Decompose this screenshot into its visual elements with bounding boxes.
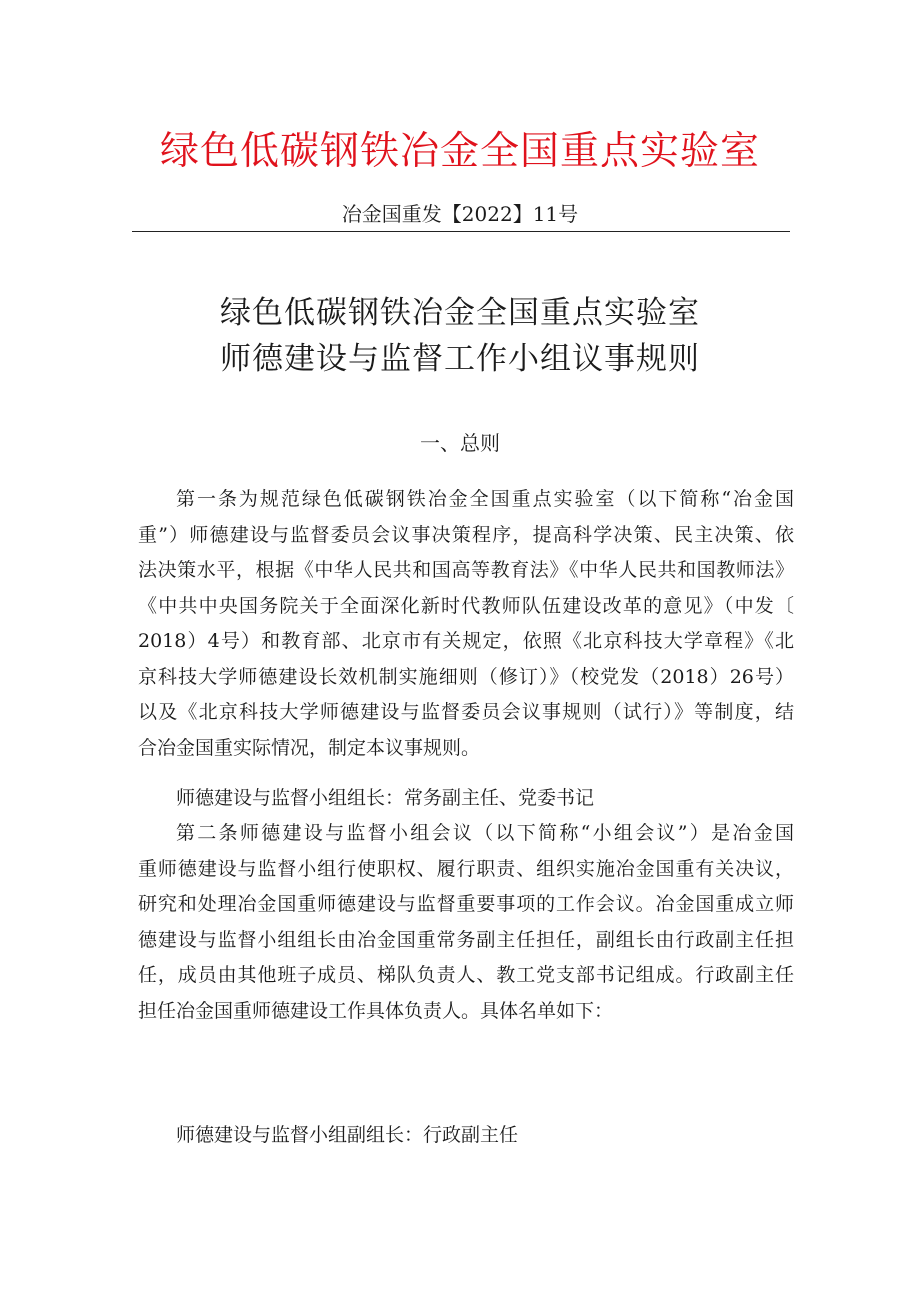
article-1-paragraph (138, 482, 794, 766)
paragraph-line: 合冶金国重实际情况，制定本议事规则。 (138, 736, 481, 759)
header-divider (132, 231, 790, 232)
document-title-line2: 师德建设与监督工作小组议事规则 (220, 341, 700, 377)
document-number: 冶金国重发【2022】11号 (341, 202, 579, 226)
section-heading: 一、总则 (420, 431, 500, 455)
document-title (0, 290, 920, 382)
group-leader-line: 师德建设与监督小组组长：常务副主任、党委书记 (176, 787, 595, 809)
paragraph-line: 重师德建设与监督小组行使职权、履行职责、组织实施冶金国重有关决议， (138, 857, 794, 880)
document-title-line1: 绿色低碳钢铁冶金全国重点实验室 (220, 295, 700, 331)
paragraph-line: 第一条为规范绿色低碳钢铁冶金全国重点实验室（以下简称“冶金国 (176, 488, 794, 510)
paragraph-line: 第二条师德建设与监督小组会议（以下简称“小组会议”）是冶金国 (176, 822, 794, 844)
paragraph-line: 研究和处理冶金国重师德建设与监督重要事项的工作会议。冶金国重成立师 (138, 893, 794, 915)
paragraph-line: 京科技大学师德建设长效机制实施细则（修订）》（校党发（2018）26号） (138, 665, 794, 688)
paragraph-line: 2018）4号）和教育部、北京市有关规定，依照《北京科技大学章程》《北 (138, 630, 794, 652)
paragraph-line: 德建设与监督小组组长由冶金国重常务副主任担任，副组长由行政副主任担 (138, 928, 794, 951)
paragraph-line: 担任冶金国重师德建设工作具体负责人。具体名单如下： (138, 999, 614, 1022)
paragraph-line: 任，成员由其他班子成员、梯队负责人、教工党支部书记组成。行政副主任 (138, 964, 794, 986)
group-deputy-line: 师德建设与监督小组副组长：行政副主任 (176, 1124, 519, 1146)
organization-title: 绿色低碳钢铁冶金全国重点实验室 (159, 129, 760, 174)
paragraph-line: 《中共中央国务院关于全面深化新时代教师队伍建设改革的意见》（中发〔 (138, 594, 794, 617)
paragraph-line: 重”）师德建设与监督委员会议事决策程序，提高科学决策、民主决策、依 (138, 523, 794, 546)
paragraph-line: 以及《北京科技大学师德建设与监督委员会议事规则（试行）》等制度，结 (138, 701, 794, 723)
paragraph-line: 法决策水平，根据《中华人民共和国高等教育法》《中华人民共和国教师法》 (138, 559, 794, 581)
article-2-paragraph (138, 816, 794, 1029)
